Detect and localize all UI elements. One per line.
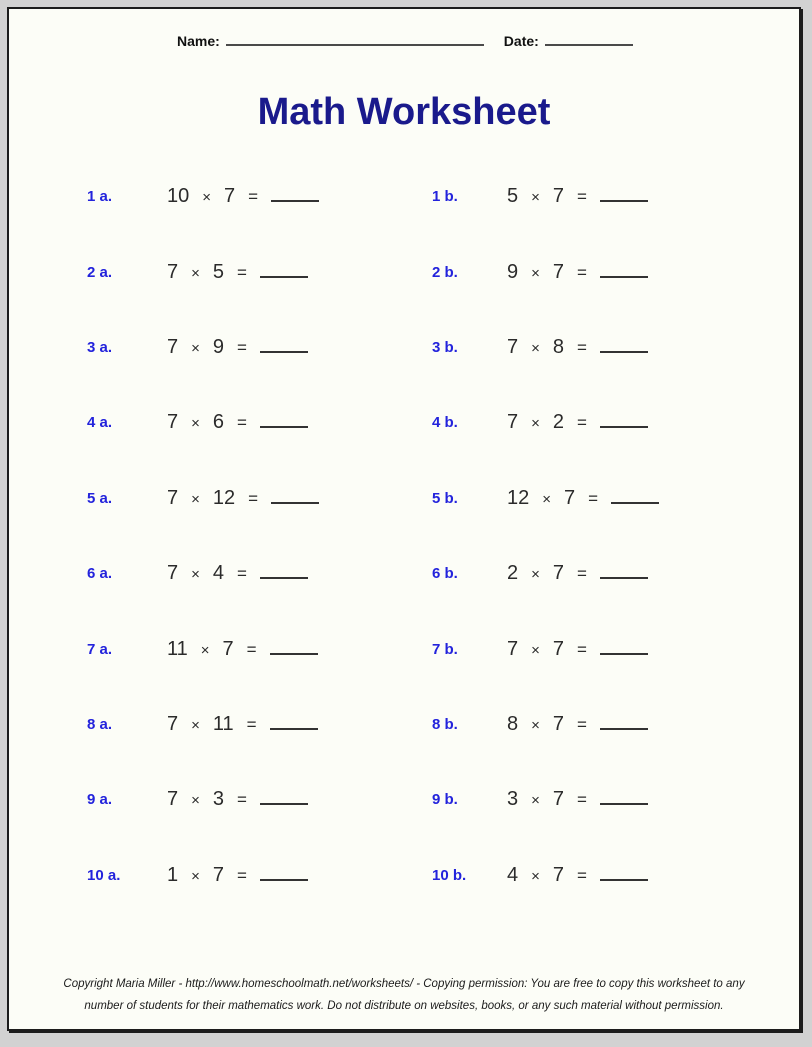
factor-1: 12 [507,486,530,509]
problem-label-a: 3 a. [87,338,113,356]
answer-blank [600,728,648,730]
equals-sign: = [577,790,587,810]
header [177,33,633,49]
factor-1: 7 [167,335,179,358]
factor-1: 2 [507,562,519,585]
factor-2: 6 [212,411,225,434]
problem-expression-a [167,185,432,208]
equals-sign: = [577,413,587,433]
times-sign: × [200,641,210,659]
answer-blank [271,502,319,504]
problem-label-a: 4 a. [87,414,113,432]
equals-sign: = [577,337,587,357]
times-sign: × [531,189,540,207]
factor-1: 7 [167,788,179,811]
problem-label-a: 8 a. [87,715,113,733]
factor-1: 5 [507,185,519,208]
problem-row [87,461,789,536]
footer-line-2: number of students for their mathematics work. Do not distribute on websites, books, or any such material without permission. [84,1000,724,1012]
problem-label-a: 10 a. [87,866,121,884]
times-sign: × [202,189,212,207]
problem-expression-a [167,788,432,811]
answer-blank [600,351,648,353]
problem-row [87,234,789,309]
problem-expression-b [507,487,789,510]
answer-blank [260,577,308,579]
factor-2: 12 [212,486,236,509]
worksheet-title: Math Worksheet [257,91,551,133]
factor-2: 7 [552,788,565,811]
problem-expression-b [507,638,789,661]
footer [9,973,799,1017]
factor-2: 7 [222,637,234,660]
factor-1: 7 [507,411,519,434]
factor-1: 7 [167,712,179,735]
problem-label-b: 10 b. [432,866,467,884]
date-blank-line [545,44,633,46]
answer-blank [600,879,648,881]
factor-1: 9 [507,260,519,283]
problem-label-b: 3 b. [432,338,458,356]
times-sign: × [531,867,540,885]
equals-sign: = [248,187,259,207]
times-sign: × [542,490,552,508]
times-sign: × [191,566,200,584]
equals-sign: = [237,262,247,282]
name-label: Name: [177,33,220,49]
factor-1: 11 [167,637,188,660]
problem-label-b: 9 b. [432,791,458,809]
factor-2: 7 [552,562,565,585]
factor-2: 7 [212,863,225,886]
problem-expression-b [507,788,789,811]
problem-label-a: 1 a. [87,188,113,206]
times-sign: × [191,264,200,282]
factor-1: 7 [167,486,179,509]
problem-label-b: 5 b. [432,489,458,507]
problem-row [87,385,789,460]
answer-blank [260,351,308,353]
equals-sign: = [237,413,247,433]
times-sign: × [191,716,200,734]
factor-2: 7 [552,260,565,283]
problem-expression-a [167,864,432,887]
answer-blank [270,728,318,730]
times-sign: × [531,339,540,357]
equals-sign: = [577,639,587,659]
factor-2: 7 [552,712,565,735]
times-sign: × [531,716,540,734]
answer-blank [600,803,648,805]
problem-row [87,687,789,762]
problem-label-b: 4 b. [432,414,458,432]
times-sign: × [531,264,540,282]
problem-row [87,838,789,913]
answer-blank [260,879,308,881]
times-sign: × [531,792,540,810]
factor-2: 7 [224,185,236,208]
answer-blank [260,276,308,278]
answer-blank [600,200,648,202]
problem-expression-b [507,411,789,434]
factor-1: 7 [507,335,519,358]
name-blank-line [226,44,484,46]
factor-2: 11 [212,712,234,735]
times-sign: × [191,339,200,357]
problem-row [87,611,789,686]
answer-blank [271,200,319,202]
equals-sign: = [246,639,257,659]
answer-blank [270,653,318,655]
problem-row [87,159,789,234]
factor-1: 1 [167,863,179,886]
factor-1: 7 [167,411,179,434]
problem-label-b: 6 b. [432,565,458,583]
problem-expression-a [167,713,432,736]
factor-2: 7 [552,863,565,886]
problem-expression-b [507,562,789,585]
problems-grid [87,159,789,913]
problem-label-b: 1 b. [432,188,458,206]
factor-1: 7 [167,562,179,585]
factor-2: 2 [552,411,565,434]
factor-1: 7 [507,637,519,660]
problem-label-b: 7 b. [432,640,458,658]
factor-1: 10 [167,185,190,208]
problem-expression-a [167,411,432,434]
problem-expression-b [507,261,789,284]
factor-2: 3 [212,788,225,811]
factor-2: 4 [212,562,225,585]
factor-1: 8 [507,712,519,735]
problem-expression-b [507,185,789,208]
problem-row [87,762,789,837]
answer-blank [600,653,648,655]
problem-row [87,310,789,385]
problem-label-a: 2 a. [87,263,113,281]
times-sign: × [191,792,200,810]
problem-label-b: 8 b. [432,715,458,733]
problem-expression-a [167,638,432,661]
equals-sign: = [577,865,587,885]
problem-label-a: 5 a. [87,489,113,507]
times-sign: × [531,566,540,584]
equals-sign: = [588,488,599,508]
problem-expression-a [167,487,432,510]
times-sign: × [531,415,540,433]
times-sign: × [191,490,200,508]
problem-label-a: 7 a. [87,640,113,658]
problem-row [87,536,789,611]
worksheet-page [7,7,801,1031]
problem-expression-b [507,864,789,887]
factor-2: 9 [212,335,225,358]
problem-expression-a [167,261,432,284]
factor-2: 7 [552,637,565,660]
problem-label-b: 2 b. [432,263,458,281]
factor-2: 5 [212,260,225,283]
answer-blank [600,276,648,278]
equals-sign: = [577,714,587,734]
equals-sign: = [237,337,247,357]
answer-blank [600,577,648,579]
equals-sign: = [246,714,257,734]
problem-label-a: 9 a. [87,791,113,809]
answer-blank [600,426,648,428]
factor-2: 7 [552,185,565,208]
problem-expression-b [507,336,789,359]
factor-1: 3 [507,788,519,811]
answer-blank [611,502,659,504]
footer-line-1: Copyright Maria Miller - http://www.homeschoolmath.net/worksheets/ - Copying permission: You are free to copy this worksheet to any [63,978,745,990]
times-sign: × [191,415,200,433]
problem-expression-a [167,562,432,585]
factor-1: 7 [167,260,179,283]
equals-sign: = [577,187,587,207]
times-sign: × [531,641,540,659]
equals-sign: = [577,262,587,282]
problem-expression-a [167,336,432,359]
problem-expression-b [507,713,789,736]
equals-sign: = [577,564,587,584]
date-label: Date: [503,33,539,49]
factor-2: 8 [552,335,565,358]
problem-label-a: 6 a. [87,565,113,583]
equals-sign: = [237,865,247,885]
factor-1: 4 [507,863,519,886]
equals-sign: = [248,488,259,508]
times-sign: × [191,867,200,885]
equals-sign: = [237,564,247,584]
answer-blank [260,803,308,805]
equals-sign: = [237,790,247,810]
factor-2: 7 [564,486,576,509]
answer-blank [260,426,308,428]
